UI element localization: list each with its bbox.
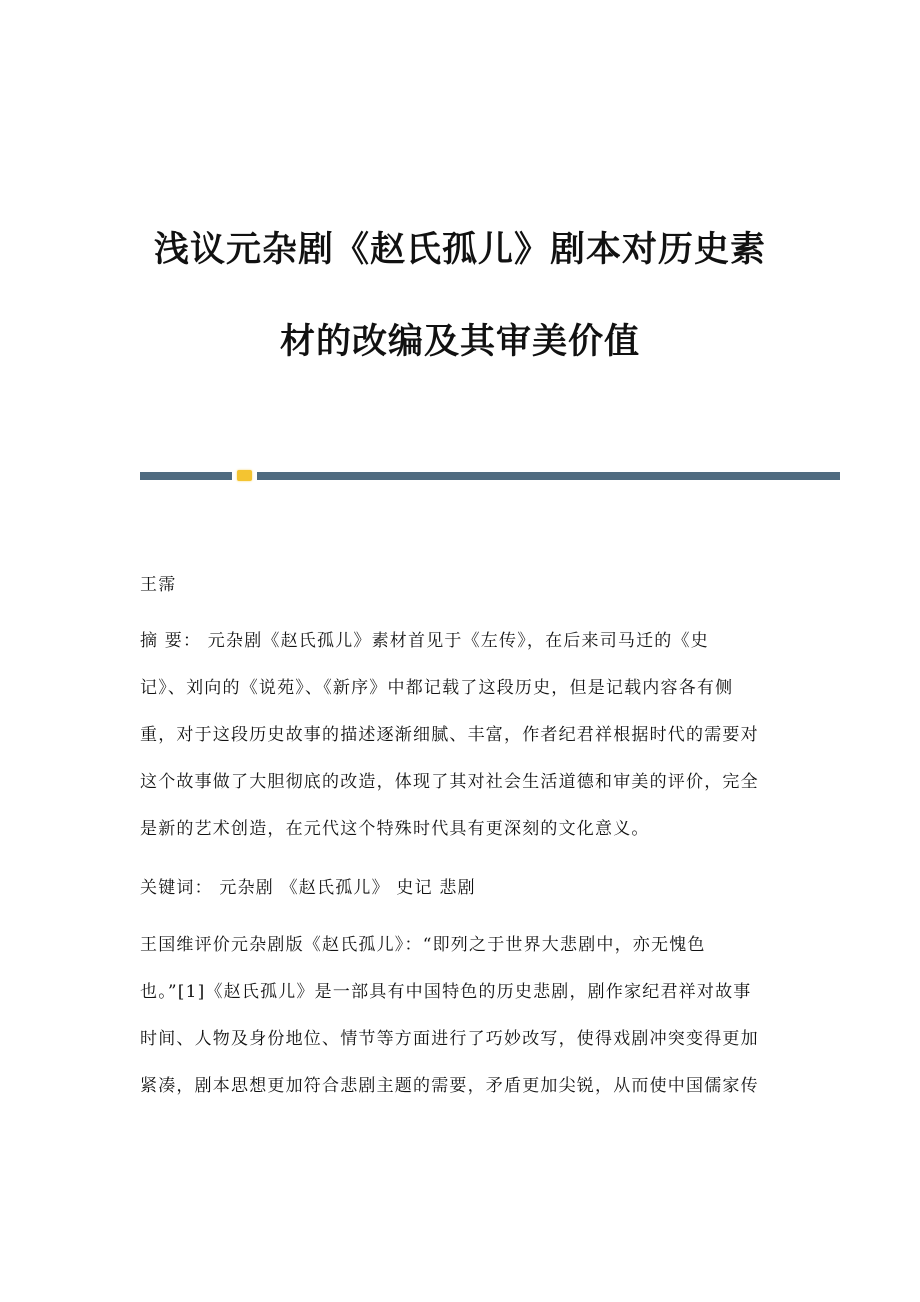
- divider-ornament-icon: [237, 470, 252, 481]
- body-line: 时间、人物及身份地位、情节等方面进行了巧妙改写，使得戏剧冲突变得更加: [140, 1029, 759, 1049]
- document-title-line-2: 材的改编及其审美价值: [279, 321, 640, 362]
- divider-right-bar: [257, 472, 840, 480]
- abstract-line: 是新的艺术创造，在元代这个特殊时代具有更深刻的文化意义。: [140, 819, 650, 839]
- author: 王霈: [140, 575, 177, 595]
- abstract-line: 这个故事做了大胆彻底的改造，体现了其对社会生活道德和审美的评价，完全: [140, 772, 759, 792]
- body-line: 也。”[1]《赵氏孤儿》是一部具有中国特色的历史悲剧，剧作家纪君祥对故事: [140, 982, 752, 1002]
- abstract-line: 记》、刘向的《说苑》、《新序》中都记载了这段历史，但是记载内容各有侧: [140, 678, 734, 698]
- divider-left-bar: [140, 472, 232, 480]
- abstract-line: 摘 要： 元杂剧《赵氏孤儿》素材首见于《左传》，在后来司马迁的《史: [140, 631, 709, 651]
- body-line: 王国维评价元杂剧版《赵氏孤儿》：“即列之于世界大悲剧中，亦无愧色: [140, 935, 706, 955]
- abstract-line: 重，对于这段历史故事的描述逐渐细腻、丰富，作者纪君祥根据时代的需要对: [140, 725, 759, 745]
- document-title-line-1: 浅议元杂剧《赵氏孤儿》剧本对历史素: [153, 229, 766, 270]
- keywords: 关键词： 元杂剧 《赵氏孤儿》 史记 悲剧: [140, 878, 476, 898]
- body-line: 紧凑，剧本思想更加符合悲剧主题的需要，矛盾更加尖锐，从而使中国儒家传: [140, 1076, 759, 1096]
